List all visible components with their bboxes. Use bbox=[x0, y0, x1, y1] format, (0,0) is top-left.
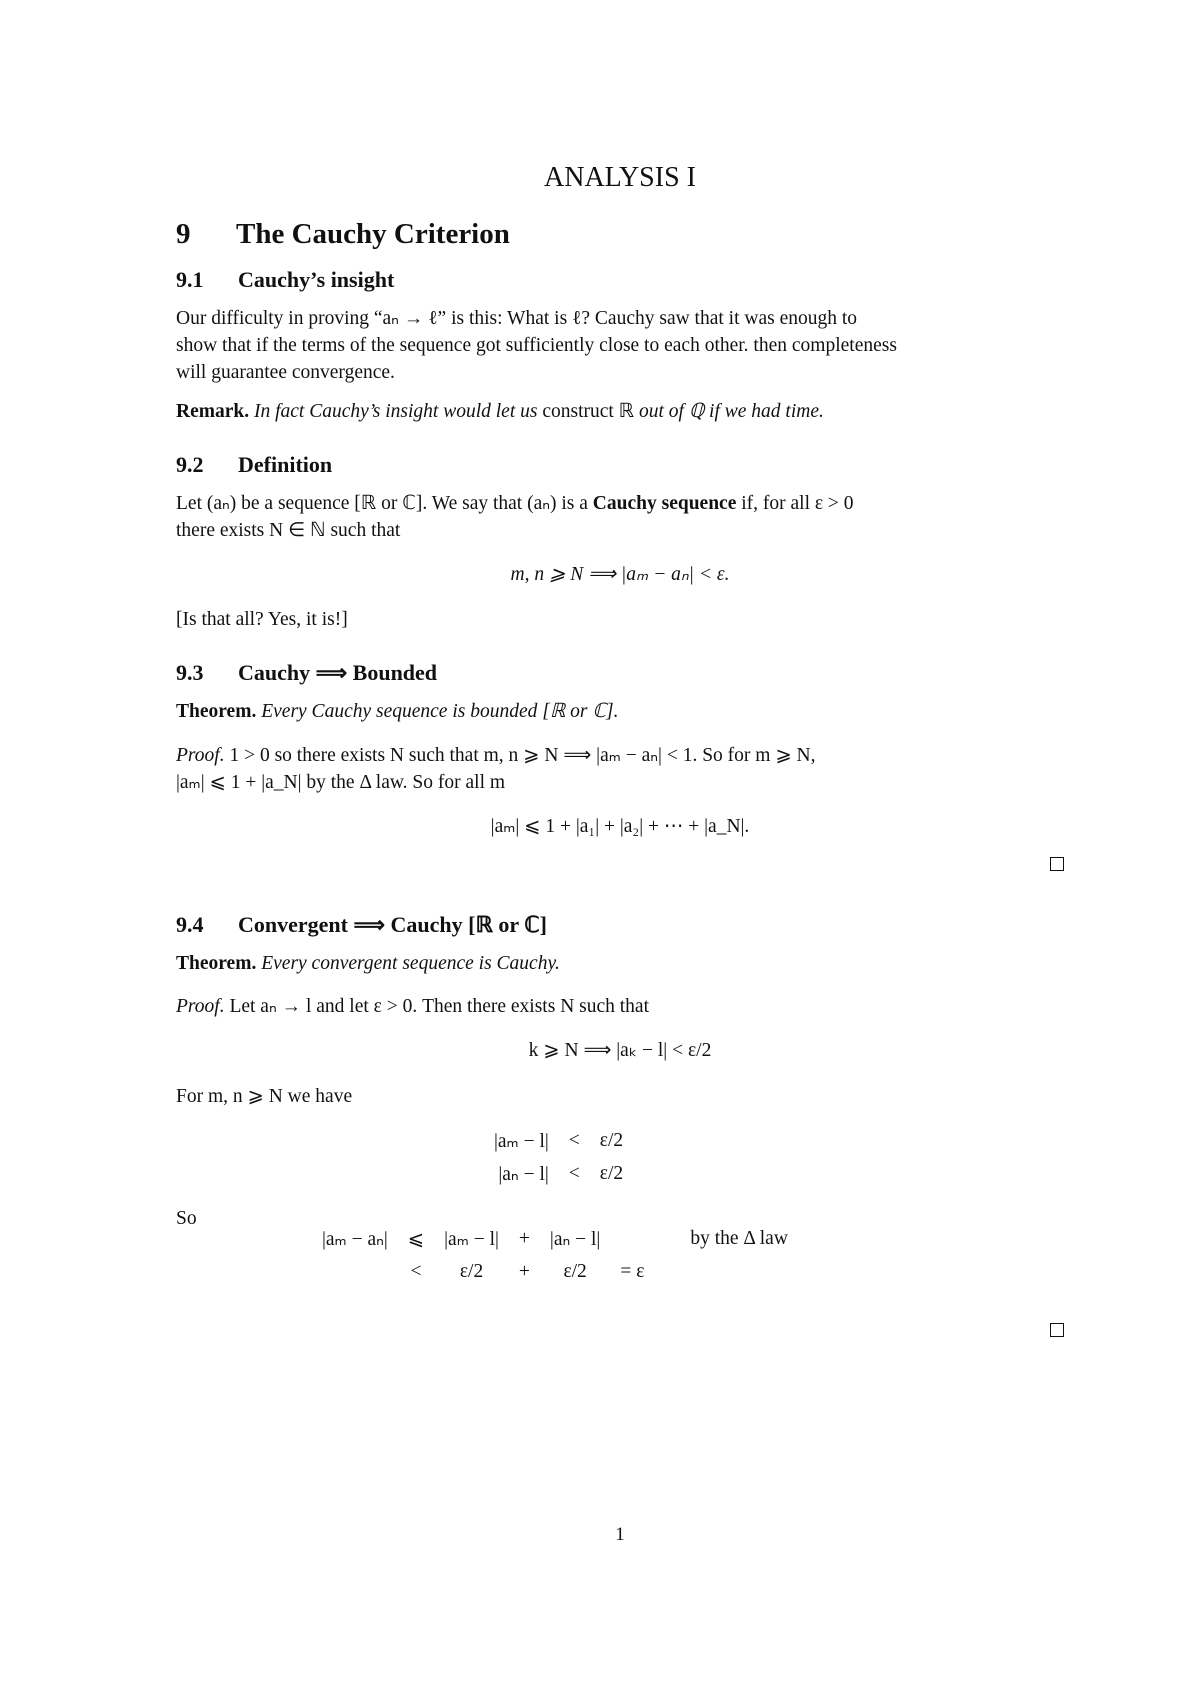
aligned-row bbox=[312, 1255, 798, 1288]
cauchy-definition-equation: m, n ⩾ N ⟹ |aₘ − aₙ| < ε. bbox=[510, 564, 730, 585]
aligned-row bbox=[312, 1222, 798, 1255]
qed-box-icon bbox=[1050, 857, 1064, 871]
remark-text: construct ℝ bbox=[542, 401, 635, 422]
aligned-row bbox=[484, 1157, 633, 1190]
math-operator: + bbox=[518, 1227, 530, 1249]
math-term: ε/2 bbox=[563, 1260, 587, 1282]
so-label: So bbox=[176, 1208, 197, 1229]
subsection-heading-9-4 bbox=[176, 912, 547, 938]
paragraph-cauchy-insight bbox=[176, 305, 1064, 386]
subsection-number: 9.4 bbox=[176, 912, 204, 937]
text-line bbox=[176, 742, 1064, 769]
theorem-label: Theorem. bbox=[176, 953, 257, 974]
subsection-title: Cauchy ⟹ Bounded bbox=[238, 660, 438, 685]
subsection-number: 9.1 bbox=[176, 267, 204, 292]
definition-text: if, for all ε > 0 bbox=[741, 493, 854, 514]
math-result bbox=[610, 1222, 680, 1255]
convergence-equation: k ⩾ N ⟹ |aₖ − l| < ε/2 bbox=[528, 1040, 712, 1061]
section-title: The Cauchy Criterion bbox=[236, 218, 510, 250]
math-term: |aₘ − l| bbox=[444, 1228, 499, 1250]
definition-note: [Is that all? Yes, it is!] bbox=[176, 609, 348, 630]
aligned-inequalities bbox=[484, 1124, 633, 1190]
defined-term: Cauchy sequence bbox=[592, 493, 737, 514]
remark-text: In fact Cauchy’s insight would let us bbox=[253, 401, 538, 422]
theorem-label: Theorem. bbox=[176, 701, 257, 722]
qed-box-icon bbox=[1050, 1323, 1064, 1337]
math-note: by the Δ law bbox=[690, 1227, 788, 1249]
math-result: = ε bbox=[620, 1260, 645, 1282]
subsection-title: Definition bbox=[238, 452, 333, 477]
proof-label: Proof. bbox=[176, 745, 225, 766]
subsection-number: 9.3 bbox=[176, 660, 204, 685]
proof-convergent bbox=[176, 993, 1064, 1020]
math-note bbox=[680, 1255, 798, 1288]
text-line: there exists N ∈ ℕ such that bbox=[176, 520, 401, 541]
proof-bounded bbox=[176, 742, 1064, 796]
remark bbox=[176, 398, 1064, 425]
remark-text: out of ℚ if we had time. bbox=[639, 401, 824, 422]
text-line bbox=[176, 490, 1064, 517]
text-line: |aₘ| ⩽ 1 + |a_N| by the Δ law. So for all m bbox=[176, 772, 506, 793]
math-lhs bbox=[312, 1255, 398, 1288]
definition-text: Let (aₙ) be a sequence [ℝ or ℂ]. We say that (aₙ) is a bbox=[176, 493, 588, 514]
math-rhs: ε/2 bbox=[599, 1129, 624, 1151]
theorem-text: Every convergent sequence is Cauchy. bbox=[261, 953, 560, 974]
math-relation: < bbox=[568, 1129, 580, 1151]
page-number: 1 bbox=[615, 1524, 625, 1545]
proof-text: Let aₙ → l and let ε > 0. Then there exists N such that bbox=[229, 996, 650, 1017]
proof-label: Proof. bbox=[176, 996, 225, 1017]
section-heading bbox=[176, 218, 510, 251]
text-line: Our difficulty in proving “aₙ → ℓ” is this: What is ℓ? Cauchy saw that it was enough to bbox=[176, 308, 858, 329]
section-number: 9 bbox=[176, 218, 191, 250]
math-rhs: ε/2 bbox=[599, 1162, 624, 1184]
math-term: |aₙ − l| bbox=[549, 1228, 601, 1250]
subsection-title: Convergent ⟹ Cauchy [ℝ or ℂ] bbox=[238, 912, 547, 937]
theorem-convergent bbox=[176, 950, 1064, 977]
math-relation: < bbox=[568, 1162, 580, 1184]
aligned-row bbox=[484, 1124, 633, 1157]
math-term: ε/2 bbox=[459, 1260, 484, 1282]
subsection-heading-9-2 bbox=[176, 452, 332, 478]
theorem-text: Every Cauchy sequence is bounded [ℝ or ℂ]. bbox=[261, 701, 619, 722]
math-relation: < bbox=[410, 1260, 422, 1282]
for-line: For m, n ⩾ N we have bbox=[176, 1086, 353, 1107]
subsection-number: 9.2 bbox=[176, 452, 204, 477]
definition-paragraph bbox=[176, 490, 1064, 544]
document-page bbox=[176, 0, 1064, 1696]
document-title: ANALYSIS I bbox=[544, 162, 696, 193]
math-lhs: |aₙ − l| bbox=[498, 1163, 549, 1185]
math-operator: + bbox=[518, 1260, 530, 1282]
proof-text: 1 > 0 so there exists N such that m, n ⩾ N ⟹ |aₘ − aₙ| < 1. So for m ⩾ N, bbox=[229, 745, 816, 766]
remark-label: Remark. bbox=[176, 401, 250, 422]
math-lhs: |aₘ − aₙ| bbox=[322, 1228, 388, 1250]
triangle-inequality-derivation bbox=[312, 1222, 798, 1288]
math-relation: ⩽ bbox=[407, 1228, 425, 1250]
text-line: will guarantee convergence. bbox=[176, 362, 395, 383]
subsection-heading-9-1 bbox=[176, 267, 394, 293]
text-line: show that if the terms of the sequence got sufficiently close to each other. then completeness bbox=[176, 335, 897, 356]
subsection-title: Cauchy’s insight bbox=[238, 267, 395, 292]
bound-equation: |aₘ| ⩽ 1 + |a₁| + |a₂| + ⋯ + |a_N|. bbox=[490, 816, 750, 837]
theorem-bounded bbox=[176, 698, 1064, 725]
subsection-heading-9-3 bbox=[176, 660, 437, 686]
math-lhs: |aₘ − l| bbox=[494, 1130, 549, 1152]
